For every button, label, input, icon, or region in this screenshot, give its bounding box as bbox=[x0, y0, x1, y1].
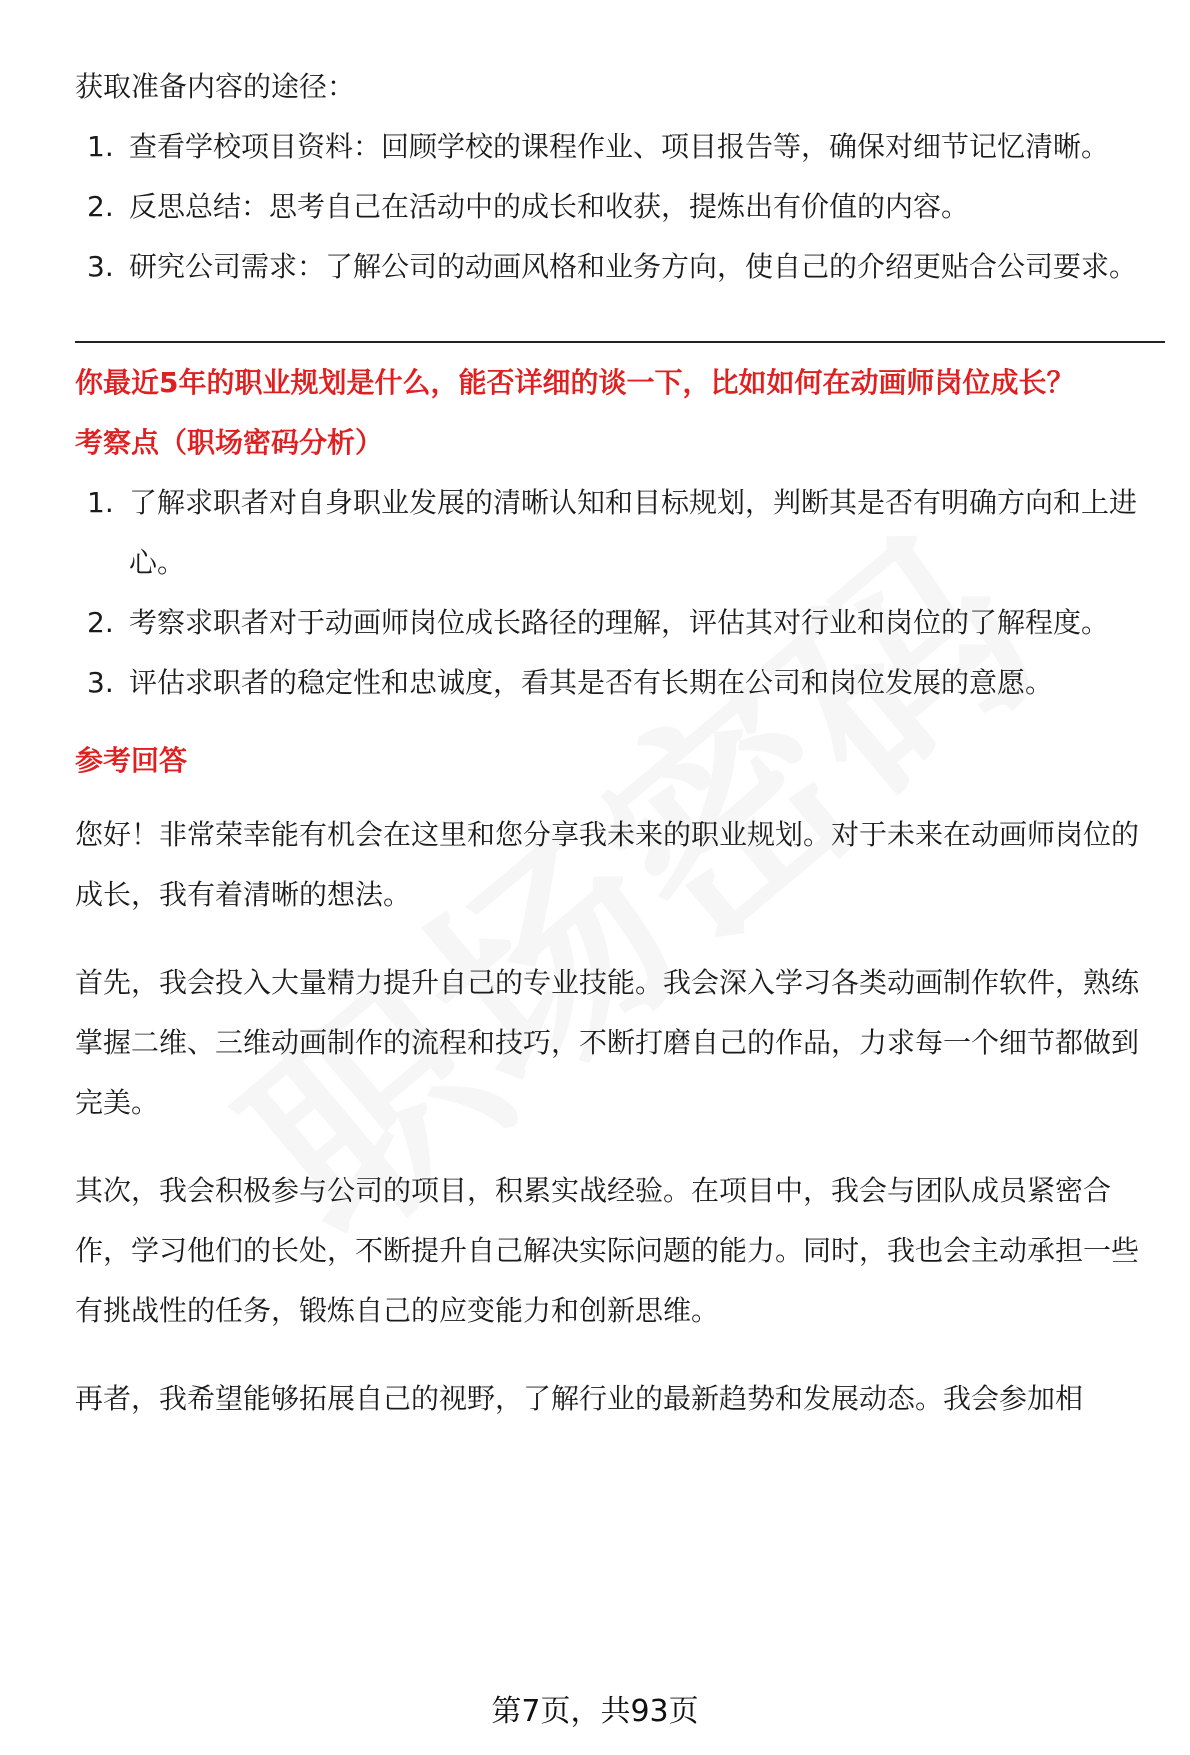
interview-question: 你最近5年的职业规划是什么，能否详细的谈一下，比如如何在动画师岗位成长？ bbox=[75, 366, 1075, 399]
list-item-text: 了解求职者对自身职业发展的清晰认知和目标规划，判断其是否有明确方向和上进心。 bbox=[129, 486, 1138, 579]
list-number: 2. bbox=[87, 606, 114, 639]
list-number: 2. bbox=[87, 190, 114, 223]
list-item bbox=[75, 653, 1165, 713]
answer-paragraph: 您好！非常荣幸能有机会在这里和您分享我未来的职业规划。对于未来在动画师岗位的成长，我有着清晰的想法。 bbox=[75, 818, 1140, 911]
list-item-text: 考察求职者对于动画师岗位成长路径的理解，评估其对行业和岗位的了解程度。 bbox=[129, 606, 1110, 639]
list-item bbox=[75, 117, 1165, 177]
intro-text: 获取准备内容的途径： bbox=[75, 70, 356, 103]
page-number-footer: 第7页，共93页 bbox=[491, 1694, 699, 1729]
section-divider bbox=[75, 341, 1165, 343]
list-number: 1. bbox=[87, 486, 114, 519]
list-item-text: 评估求职者的稳定性和忠诚度，看其是否有长期在公司和岗位发展的意愿。 bbox=[129, 666, 1054, 699]
answer-heading: 参考回答 bbox=[75, 744, 188, 777]
answer-paragraph: 其次，我会积极参与公司的项目，积累实战经验。在项目中，我会与团队成员紧密合作，学习他们的长处，不断提升自己解决实际问题的能力。同时，我也会主动承担一些有挑战性的任务，锻炼自己的应变能力和创新思维。 bbox=[75, 1174, 1140, 1327]
analysis-list bbox=[75, 473, 1165, 713]
analysis-heading: 考察点（职场密码分析） bbox=[75, 426, 384, 459]
list-number: 3. bbox=[87, 666, 114, 699]
list-item-text: 查看学校项目资料：回顾学校的课程作业、项目报告等，确保对细节记忆清晰。 bbox=[129, 130, 1110, 163]
list-item bbox=[75, 473, 1165, 593]
list-item bbox=[75, 237, 1165, 297]
answer-paragraph: 再者，我希望能够拓展自己的视野，了解行业的最新趋势和发展动态。我会参加相 bbox=[75, 1382, 1084, 1415]
list-item bbox=[75, 177, 1165, 237]
list-item-text: 研究公司需求：了解公司的动画风格和业务方向，使自己的介绍更贴合公司要求。 bbox=[129, 250, 1138, 283]
list-number: 1. bbox=[87, 130, 114, 163]
preparation-list bbox=[75, 117, 1165, 297]
list-item bbox=[75, 593, 1165, 653]
list-number: 3. bbox=[87, 250, 114, 283]
list-item-text: 反思总结：思考自己在活动中的成长和收获，提炼出有价值的内容。 bbox=[129, 190, 970, 223]
page-content bbox=[75, 55, 1165, 1429]
answer-paragraph: 首先，我会投入大量精力提升自己的专业技能。我会深入学习各类动画制作软件，熟练掌握二维、三维动画制作的流程和技巧，不断打磨自己的作品，力求每一个细节都做到完美。 bbox=[75, 966, 1140, 1119]
